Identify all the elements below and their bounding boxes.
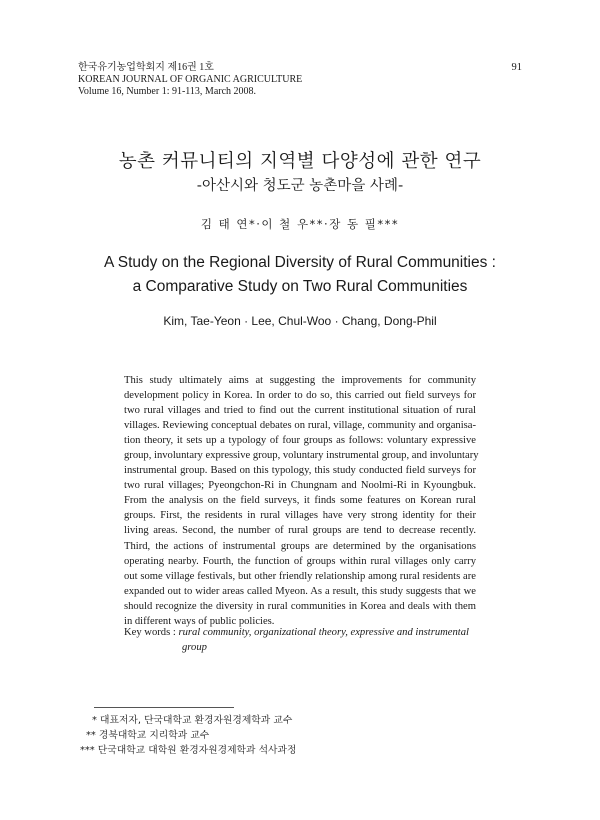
footnote-second-author: ** 경북대학교 지리학과 교수 [86, 730, 210, 741]
abstract-line: living areas. Second, the number of rural groups are tend to decrease recently. [124, 525, 476, 537]
abstract-line: out some village festivals, but other friendly relationship among rural residents are [124, 570, 476, 582]
abstract-line: This study ultimately aims at suggesting the improvements for community [124, 375, 476, 386]
abstract-line: two rural villages and tried to find out the current institutional situation of rural [124, 405, 476, 417]
journal-name-korean: 한국유기농업학회지 제16권 1호 [78, 62, 214, 73]
abstract-line: development policy in Korea. In order to do so, this carried out field surveys for [124, 390, 476, 402]
keywords-label: Key words : [124, 627, 176, 638]
abstract-line: expanded out to wider areas called Myeon. As a result, this study suggests that we [124, 585, 476, 597]
abstract-line: villages. Reviewing conceptual debates on rural, village, community and organisa- [124, 420, 476, 432]
footnote-divider [94, 707, 234, 708]
footnote-third-author: *** 단국대학교 대학원 환경자원경제학과 석사과정 [80, 745, 297, 756]
keywords-text: rural community, organizational theory, expressive and instrumental [178, 627, 469, 638]
subtitle-korean: -아산시와 청도군 농촌마을 사례- [196, 178, 404, 194]
abstract-line: two rural villages; Pyeongchon-Ri in Chungnam and Noolmi-Ri in Kyoungbuk. [124, 480, 476, 492]
footnote-corresponding-author: * 대표저자, 단국대학교 환경자원경제학과 교수 [92, 715, 293, 726]
abstract [124, 373, 479, 629]
authors-english: Kim, Tae-Yeon · Lee, Chul-Woo · Chang, Dong-Phil [163, 314, 437, 328]
keywords [124, 626, 484, 655]
title-korean: 농촌 커뮤니티의 지역별 다양성에 관한 연구 [118, 151, 482, 172]
title-english-line: A Study on the Regional Diversity of Rural Communities : [104, 254, 496, 271]
abstract-line: group, involuntary expressive group, voluntary instrumental group, and involuntary [124, 450, 479, 462]
footnotes [80, 713, 296, 758]
abstract-line: From the analysis on the field surveys, it finds some features on Korean rural [124, 495, 476, 507]
abstract-line: in different ways of public policies. [124, 615, 275, 627]
abstract-line: tion theory, it sets up a typology of four groups as follows: voluntary expressive [124, 435, 476, 447]
title-english [0, 251, 600, 299]
journal-volume-info: Volume 16, Number 1: 91-113, March 2008. [78, 86, 257, 97]
abstract-line: should recognize the diversity in rural communities in Korea and deals with them [124, 600, 476, 612]
abstract-line: operating nearby. Fourth, the function of groups within rural villages only carry [124, 555, 476, 567]
abstract-line: instrumental group. Based on this typology, this study conducted field surveys for [124, 465, 476, 477]
abstract-line: groups. First, the residents in rural villages have very strong identity for their [124, 510, 476, 522]
authors-korean: 김 태 연*·이 철 우**·장 동 필*** [200, 217, 400, 231]
journal-name-english: KOREAN JOURNAL OF ORGANIC AGRICULTURE [78, 74, 303, 85]
keywords-text-continued: group [182, 641, 207, 653]
abstract-line: Third, the actions of instrumental groups are determined by the organisations [124, 540, 476, 552]
page-number: 91 [511, 62, 522, 73]
journal-header [78, 62, 302, 98]
title-english-line: a Comparative Study on Two Rural Communities [132, 278, 468, 295]
